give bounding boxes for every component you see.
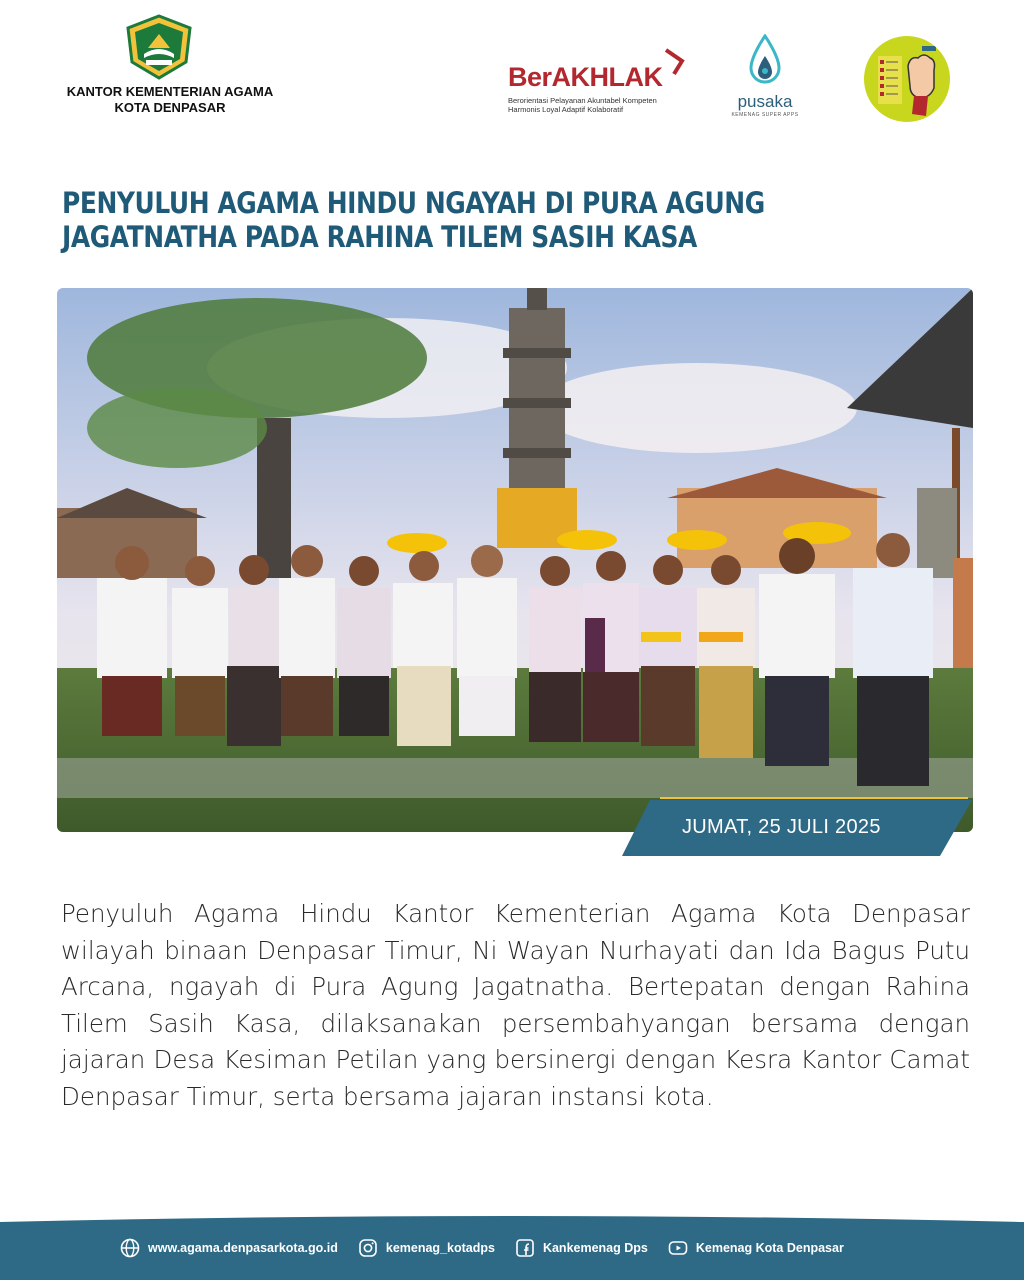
page-title <box>62 186 836 254</box>
date-banner <box>620 796 980 862</box>
berakhlak-tagline <box>508 96 657 114</box>
youtube-icon <box>668 1238 688 1258</box>
berakhlak-word: BerAKHLAK <box>508 62 663 92</box>
footer-website[interactable] <box>120 1238 338 1258</box>
instagram-icon <box>358 1238 378 1258</box>
page-title-line1: PENYULUH AGAMA HINDU NGAYAH DI PURA AGUNG <box>62 186 765 220</box>
youtube-label: Kemenag Kota Denpasar <box>695 1241 844 1255</box>
pusaka-logo <box>728 34 802 124</box>
instagram-label: kemenag_kotadps <box>385 1241 495 1255</box>
pusaka-word: pusaka <box>737 92 793 111</box>
page-title-line2: JAGATNATHA PADA RAHINA TILEM SASIH KASA <box>62 220 697 254</box>
berakhlak-tagline-line2: Harmonis Loyal Adaptif Kolaboratif <box>508 105 624 114</box>
office-name <box>40 84 300 116</box>
footer-facebook[interactable] <box>515 1238 648 1258</box>
date-text: JUMAT, 25 JULI 2025 <box>682 816 881 838</box>
globe-icon <box>120 1238 140 1258</box>
office-name-line2: KOTA DENPASAR <box>114 100 226 115</box>
temple-group-photo-image <box>57 288 973 832</box>
website-label: www.agama.denpasarkota.go.id <box>148 1241 338 1255</box>
facebook-label: Kankemenag Dps <box>542 1241 648 1255</box>
facebook-icon <box>515 1238 535 1258</box>
senyum-badge-icon <box>864 36 950 122</box>
article-body: Penyuluh Agama Hindu Kantor Kementerian Agama Kota Denpasar wilayah binaan Denpasar Timur, Ni Wayan Nurhayati dan Ida Bagus Putu Arcana, ngayah di Pura Agung Jagatnatha. Bertepatan dengan Rahina Tilem Sasih Kasa, dilaksanakan persembahyangan bersama dengan jajaran Desa Kesiman Petilan yang bersinergi dengan Kesra Kantor Camat Denpasar Timur, serta bersama jajaran instansi kota. <box>61 899 970 1111</box>
berakhlak-logo <box>500 44 700 120</box>
footer-youtube[interactable] <box>668 1238 844 1258</box>
footer <box>0 1214 1024 1280</box>
group-photo <box>57 288 973 832</box>
footer-instagram[interactable] <box>358 1238 495 1258</box>
footer-links <box>120 1236 864 1260</box>
office-name-line1: KANTOR KEMENTERIAN AGAMA <box>66 84 274 99</box>
berakhlak-chevron-icon <box>660 46 690 76</box>
pusaka-drop-icon <box>748 34 782 90</box>
kemenag-logo-icon <box>124 14 194 80</box>
header <box>0 0 1024 160</box>
pusaka-tagline: KEMENAG SUPER APPS <box>731 112 799 118</box>
berakhlak-tagline-line1: Berorientasi Pelayanan Akuntabel Kompeten <box>508 96 657 105</box>
